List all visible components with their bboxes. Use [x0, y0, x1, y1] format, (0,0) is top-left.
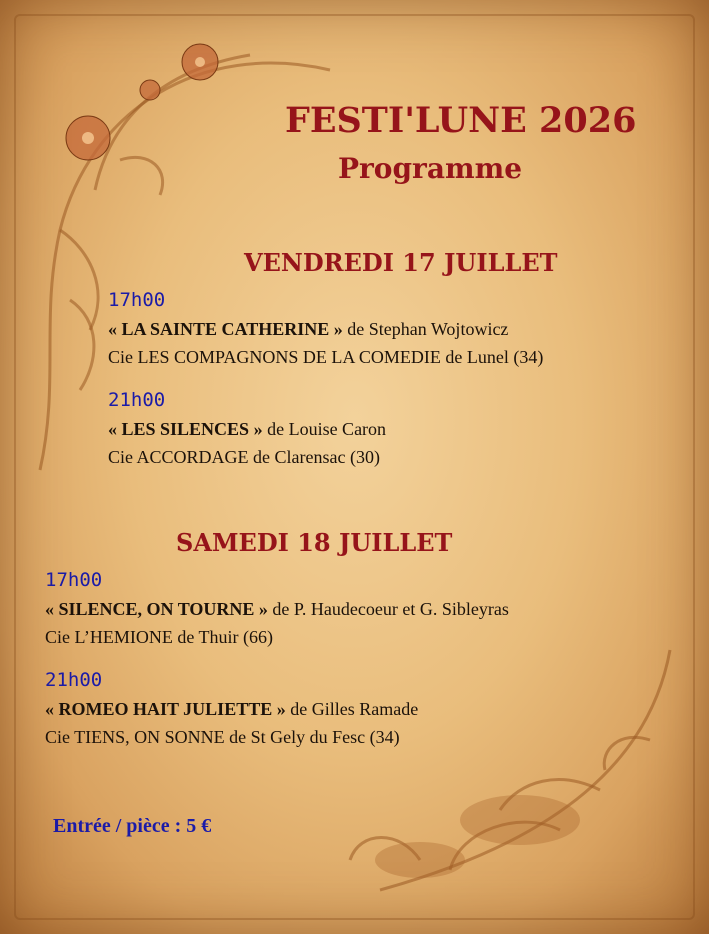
play-title: « LA SAINTE CATHERINE »	[108, 319, 343, 339]
show-time: 21h00	[108, 389, 166, 411]
show-title-line	[108, 419, 386, 440]
company-line: Cie ACCORDAGE de Clarensac (30)	[108, 447, 380, 467]
show-title-line	[108, 319, 508, 340]
page-title: FESTI'LUNE 2026	[285, 100, 637, 141]
play-title: « SILENCE, ON TOURNE »	[45, 599, 268, 619]
day-heading-saturday: SAMEDI 18 JUILLET	[176, 528, 453, 557]
play-author: de Stephan Wojtowicz	[342, 319, 509, 339]
show-time: 17h00	[108, 289, 166, 311]
show-time: 17h00	[45, 569, 103, 591]
company-line: Cie L’HEMIONE de Thuir (66)	[45, 627, 273, 647]
show-title-line	[45, 599, 509, 620]
entry-price: Entrée / pièce : 5 €	[53, 815, 212, 837]
company-line: Cie LES COMPAGNONS DE LA COMEDIE de Lunel (34)	[108, 347, 544, 367]
flower-icon	[66, 44, 218, 160]
show-time: 21h00	[45, 669, 103, 691]
play-author: de Gilles Ramade	[285, 699, 419, 719]
play-title: « LES SILENCES »	[108, 419, 263, 439]
play-author: de Louise Caron	[262, 419, 387, 439]
play-author: de P. Haudecoeur et G. Sibleyras	[267, 599, 509, 619]
play-title: « ROMEO HAIT JULIETTE »	[45, 699, 286, 719]
day-heading-friday: VENDREDI 17 JUILLET	[244, 248, 558, 277]
page-subtitle: Programme	[338, 152, 523, 185]
show-title-line	[45, 699, 418, 720]
company-line: Cie TIENS, ON SONNE de St Gely du Fesc (34)	[45, 727, 400, 747]
